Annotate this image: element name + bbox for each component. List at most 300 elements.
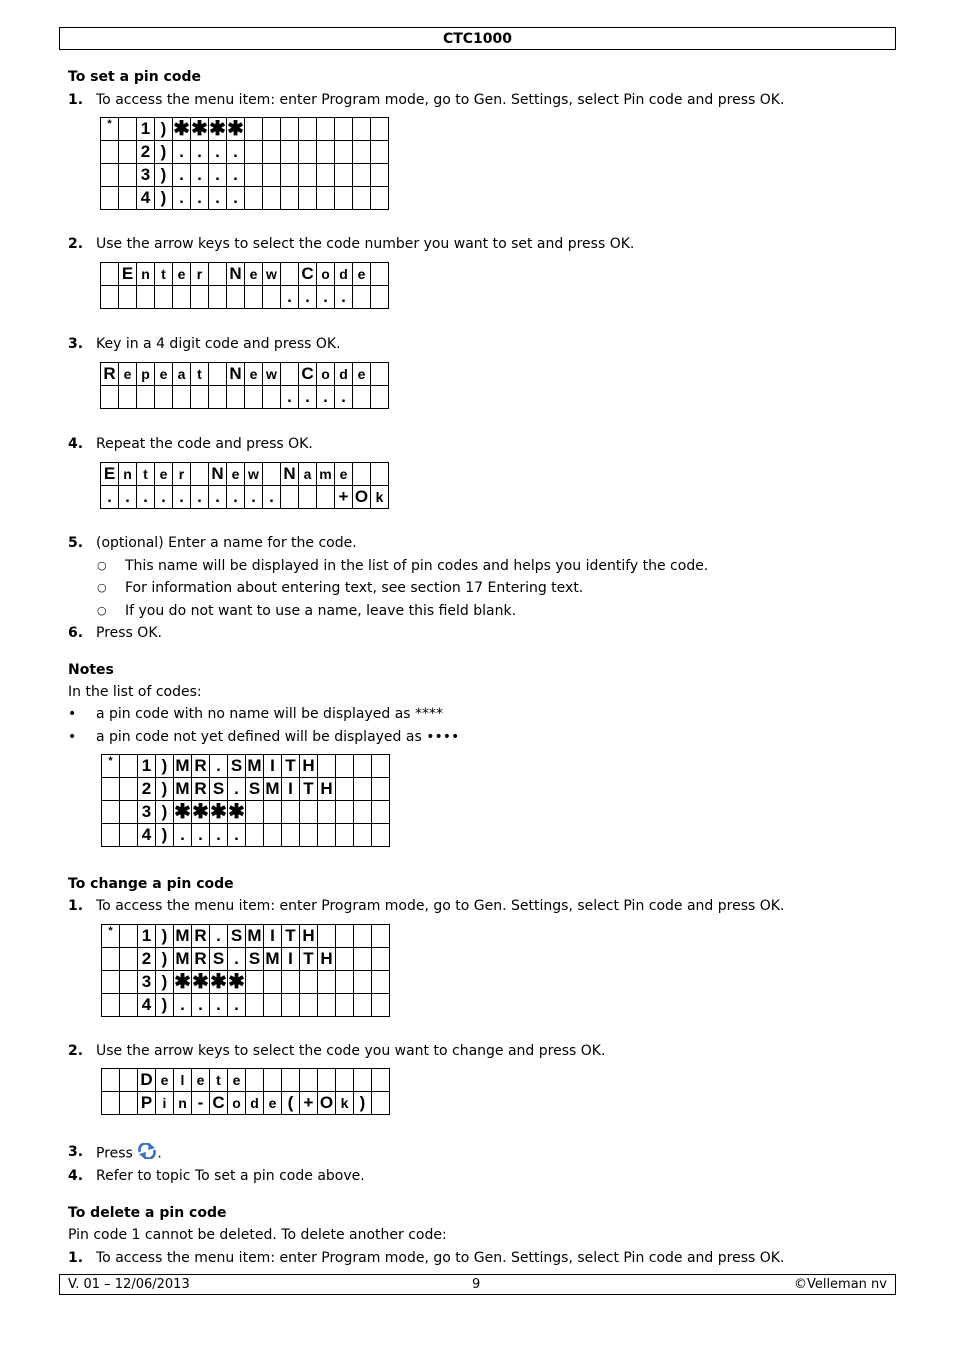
lcd-cell: N: [227, 363, 245, 386]
lcd-cell: [173, 286, 191, 309]
lcd-cell: [372, 755, 390, 778]
lcd-cell: [353, 463, 371, 486]
lcd-cell: [354, 1069, 372, 1092]
lcd-cell: .: [335, 386, 353, 409]
lcd-row: [101, 263, 389, 286]
lcd-cell: [120, 1092, 138, 1115]
lcd-cell: [281, 141, 299, 164]
lcd-row: [102, 994, 390, 1017]
document-footer: [59, 1274, 896, 1295]
lcd-cell: ): [155, 164, 173, 187]
bullet-icon: •: [68, 706, 77, 722]
lcd-cell: 2: [138, 778, 156, 801]
lcd-cell: [371, 463, 389, 486]
lcd-cell: [245, 118, 263, 141]
lcd-cell: .: [209, 164, 227, 187]
sub-bullet-icon: ○: [97, 604, 107, 617]
lcd-cell: w: [263, 363, 281, 386]
lcd-cell: ): [156, 971, 174, 994]
lcd-cell: ): [155, 141, 173, 164]
lcd-cell: .: [174, 824, 192, 847]
lcd-cell: .: [119, 486, 137, 509]
lcd-cell: D: [138, 1069, 156, 1092]
lcd-cell: [245, 187, 263, 210]
lcd-cell: .: [155, 486, 173, 509]
lcd-cell: .: [281, 286, 299, 309]
lcd-cell: .: [209, 187, 227, 210]
lcd-cell: [354, 801, 372, 824]
lcd-cell: S: [210, 948, 228, 971]
lcd-cell: [102, 778, 120, 801]
lcd-cell: .: [174, 994, 192, 1017]
header-title: CTC1000: [442, 31, 513, 47]
lcd-cell: [318, 1069, 336, 1092]
lcd-cell: *: [101, 118, 119, 141]
set-step-5-num: 5.: [68, 535, 84, 551]
lcd-cell: .: [191, 164, 209, 187]
lcd-cell: +: [300, 1092, 318, 1115]
lcd-cell: [102, 824, 120, 847]
lcd-cell: [371, 118, 389, 141]
lcd-row: [102, 948, 390, 971]
change-step-3-text: [96, 1143, 162, 1164]
lcd-cell: o: [317, 263, 335, 286]
lcd-cell: [299, 164, 317, 187]
lcd-cell: .: [192, 994, 210, 1017]
lcd-cell: [120, 971, 138, 994]
lcd-cell: [120, 755, 138, 778]
lcd-cell: [318, 925, 336, 948]
lcd-cell: T: [282, 755, 300, 778]
lcd-cell: ): [156, 755, 174, 778]
lcd-cell: [102, 801, 120, 824]
lcd-cell: d: [246, 1092, 264, 1115]
lcd-cell: R: [101, 363, 119, 386]
lcd-cell: [317, 486, 335, 509]
lcd-cell: [263, 386, 281, 409]
lcd-cell: o: [228, 1092, 246, 1115]
lcd-cell: [336, 971, 354, 994]
lcd-cell: [120, 994, 138, 1017]
lcd-cell: e: [353, 363, 371, 386]
lcd-cell: 1: [137, 118, 155, 141]
notes-intro: In the list of codes:: [68, 684, 202, 700]
lcd-cell: [354, 755, 372, 778]
delete-step-1-num: 1.: [68, 1250, 84, 1266]
lcd-cell: [336, 778, 354, 801]
lcd-cell: [245, 164, 263, 187]
lcd-cell: .: [137, 486, 155, 509]
lcd-cell: .: [191, 141, 209, 164]
lcd-cell: ✱: [192, 801, 209, 823]
lcd-cell: [120, 801, 138, 824]
press-label: Press: [96, 1145, 133, 1162]
lcd-cell: e: [245, 363, 263, 386]
lcd-cell: [119, 286, 137, 309]
lcd-row: [102, 824, 390, 847]
lcd-cell: [281, 164, 299, 187]
lcd-cell: .: [209, 141, 227, 164]
lcd-cell: [372, 925, 390, 948]
lcd-cell: ): [156, 801, 174, 824]
lcd-cell: ✱: [228, 971, 245, 993]
lcd-cell: .: [210, 994, 228, 1017]
lcd-cell: T: [282, 925, 300, 948]
lcd-cell: M: [174, 948, 192, 971]
lcd-cell: [371, 164, 389, 187]
lcd-cell: E: [119, 263, 137, 286]
lcd-cell: [209, 263, 227, 286]
lcd-cell: T: [300, 948, 318, 971]
lcd-cell: .: [263, 486, 281, 509]
lcd-cell: [209, 386, 227, 409]
lcd-cell: [353, 141, 371, 164]
delete-pin-intro: Pin code 1 cannot be deleted. To delete another code:: [68, 1227, 447, 1243]
lcd-cell: R: [192, 778, 210, 801]
lcd-cell: [336, 1069, 354, 1092]
lcd-cell: [354, 948, 372, 971]
lcd-cell: *: [102, 925, 120, 948]
lcd-cell: [335, 141, 353, 164]
lcd-cell: [101, 263, 119, 286]
lcd-cell: .: [227, 141, 245, 164]
lcd-cell: [371, 263, 389, 286]
lcd-cell: [282, 971, 300, 994]
lcd-cell: [299, 187, 317, 210]
lcd-cell: [371, 187, 389, 210]
lcd-cell: [354, 824, 372, 847]
lcd-cell: .: [173, 486, 191, 509]
lcd-cell: [120, 948, 138, 971]
lcd-cell: T: [300, 778, 318, 801]
lcd-cell: M: [264, 948, 282, 971]
lcd-cell: O: [353, 486, 371, 509]
lcd-cell: [281, 363, 299, 386]
lcd-cell: ✱: [192, 971, 209, 993]
lcd-cell: 4: [137, 187, 155, 210]
lcd-cell: C: [299, 363, 317, 386]
lcd-cell: e: [156, 1069, 174, 1092]
lcd-cell: H: [318, 948, 336, 971]
lcd-cell: S: [246, 948, 264, 971]
sub-bullet-1: This name will be displayed in the list of pin codes and helps you identify the code.: [125, 558, 709, 574]
lcd-row: [102, 778, 390, 801]
lcd-cell: [102, 994, 120, 1017]
lcd-row: [102, 971, 390, 994]
lcd-cell: o: [317, 363, 335, 386]
lcd-row: [101, 187, 389, 210]
change-step-3-num: 3.: [68, 1144, 84, 1160]
lcd-cell: [137, 386, 155, 409]
lcd-cell: [246, 1069, 264, 1092]
lcd-cell: e: [353, 263, 371, 286]
lcd-cell: .: [191, 187, 209, 210]
lcd-cell: e: [192, 1069, 210, 1092]
lcd-cell: [336, 925, 354, 948]
lcd-row: [101, 386, 389, 409]
lcd-cell: w: [263, 263, 281, 286]
lcd-cell: [246, 824, 264, 847]
lcd-cell: 2: [137, 141, 155, 164]
lcd-cell: [173, 386, 191, 409]
lcd-cell: [354, 971, 372, 994]
notes-bullet-2: a pin code not yet defined will be displayed as ••••: [96, 729, 460, 745]
lcd-cell: 4: [138, 824, 156, 847]
lcd-cell: r: [191, 263, 209, 286]
lcd-cell: [318, 994, 336, 1017]
set-step-5-text: (optional) Enter a name for the code.: [96, 535, 357, 551]
lcd-cell: H: [318, 778, 336, 801]
delete-step-1-text: To access the menu item: enter Program mode, go to Gen. Settings, select Pin code and press OK.: [96, 1250, 785, 1266]
lcd-cell: [317, 187, 335, 210]
set-step-4-num: 4.: [68, 436, 84, 452]
lcd-cell: ✱: [174, 971, 191, 993]
set-step-1-text: To access the menu item: enter Program mode, go to Gen. Settings, select Pin code and press OK.: [96, 92, 785, 108]
lcd-cell: [120, 778, 138, 801]
notes-heading: Notes: [68, 662, 114, 678]
lcd-cell: [281, 263, 299, 286]
set-pin-heading: To set a pin code: [68, 69, 201, 85]
change-step-4-num: 4.: [68, 1168, 84, 1184]
lcd-cell: .: [335, 286, 353, 309]
change-step-2-text: Use the arrow keys to select the code you want to change and press OK.: [96, 1043, 606, 1059]
lcd-cell: .: [299, 286, 317, 309]
footer-version: V. 01 – 12/06/2013: [68, 1277, 190, 1292]
refresh-icon: [137, 1143, 157, 1164]
lcd-cell: [354, 925, 372, 948]
footer-copyright: ©Velleman nv: [793, 1277, 887, 1292]
lcd-cell: [318, 971, 336, 994]
lcd-cell: M: [174, 925, 192, 948]
change-step-4-text: Refer to topic To set a pin code above.: [96, 1168, 365, 1184]
lcd-repeat-new-code: [100, 362, 389, 409]
lcd-cell: 3: [138, 801, 156, 824]
lcd-cell: ): [155, 187, 173, 210]
lcd-cell: e: [227, 463, 245, 486]
lcd-cell: [299, 486, 317, 509]
lcd-row: [101, 363, 389, 386]
lcd-cell: H: [300, 925, 318, 948]
lcd-cell: [318, 755, 336, 778]
lcd-cell: m: [317, 463, 335, 486]
lcd-cell: I: [282, 778, 300, 801]
lcd-cell: [353, 386, 371, 409]
lcd-cell: ✱: [227, 118, 244, 140]
lcd-cell: [102, 1069, 120, 1092]
lcd-cell: .: [317, 386, 335, 409]
lcd-cell: n: [119, 463, 137, 486]
lcd-cell: [335, 118, 353, 141]
lcd-cell: [372, 948, 390, 971]
lcd-cell: e: [155, 463, 173, 486]
lcd-cell: ): [156, 824, 174, 847]
lcd-cell: I: [282, 948, 300, 971]
lcd-cell: l: [174, 1069, 192, 1092]
lcd-cell: [263, 187, 281, 210]
lcd-cell: [191, 463, 209, 486]
lcd-cell: [317, 118, 335, 141]
lcd-cell: N: [209, 463, 227, 486]
lcd-cell: [119, 187, 137, 210]
lcd-cell: [102, 971, 120, 994]
lcd-cell: e: [245, 263, 263, 286]
lcd-cell: .: [317, 286, 335, 309]
sub-bullet-3: If you do not want to use a name, leave this field blank.: [125, 603, 517, 619]
lcd-cell: [264, 971, 282, 994]
lcd-cell: [191, 386, 209, 409]
lcd-cell: .: [228, 948, 246, 971]
lcd-cell: [209, 363, 227, 386]
lcd-cell: ✱: [210, 801, 227, 823]
lcd-cell: [372, 971, 390, 994]
change-step-1-num: 1.: [68, 898, 84, 914]
lcd-cell: .: [209, 486, 227, 509]
lcd-cell: [101, 187, 119, 210]
lcd-cell: [299, 141, 317, 164]
set-step-6-text: Press OK.: [96, 625, 162, 641]
set-step-2-text: Use the arrow keys to select the code number you want to set and press OK.: [96, 236, 635, 252]
lcd-cell: [282, 994, 300, 1017]
lcd-cell: -: [192, 1092, 210, 1115]
lcd-cell: e: [119, 363, 137, 386]
lcd-cell: E: [101, 463, 119, 486]
lcd-cell: ): [354, 1092, 372, 1115]
lcd-cell: [264, 1069, 282, 1092]
lcd-cell: [281, 118, 299, 141]
lcd-cell: M: [246, 755, 264, 778]
lcd-cell: P: [138, 1092, 156, 1115]
lcd-row: [101, 118, 389, 141]
lcd-cell: S: [210, 778, 228, 801]
lcd-cell: [354, 778, 372, 801]
lcd-cell: e: [228, 1069, 246, 1092]
document-header: [59, 27, 896, 50]
lcd-cell: d: [335, 263, 353, 286]
lcd-cell: [335, 164, 353, 187]
lcd-cell: [119, 164, 137, 187]
lcd-cell: .: [210, 925, 228, 948]
lcd-cell: M: [246, 925, 264, 948]
lcd-cell: ): [156, 925, 174, 948]
lcd-cell: ✱: [174, 801, 191, 823]
lcd-cell: R: [192, 755, 210, 778]
lcd-cell: [282, 801, 300, 824]
lcd-cell: [300, 1069, 318, 1092]
lcd-cell: .: [299, 386, 317, 409]
lcd-cell: [372, 994, 390, 1017]
lcd-cell: [353, 164, 371, 187]
sub-bullet-icon: ○: [97, 581, 107, 594]
lcd-cell: [246, 994, 264, 1017]
sub-bullet-icon: ○: [97, 559, 107, 572]
lcd-cell: [282, 1069, 300, 1092]
notes-bullet-1: a pin code with no name will be displayed as ****: [96, 706, 444, 722]
lcd-cell: n: [174, 1092, 192, 1115]
lcd-cell: .: [281, 386, 299, 409]
lcd-pin-list-empty: [100, 117, 389, 210]
lcd-cell: [281, 187, 299, 210]
lcd-cell: .: [228, 994, 246, 1017]
lcd-cell: [101, 164, 119, 187]
lcd-cell: ✱: [173, 118, 190, 140]
lcd-cell: (: [282, 1092, 300, 1115]
lcd-cell: [120, 824, 138, 847]
press-period: .: [157, 1145, 162, 1162]
lcd-cell: [120, 925, 138, 948]
lcd-cell: n: [137, 263, 155, 286]
lcd-cell: [371, 286, 389, 309]
lcd-cell: [245, 286, 263, 309]
lcd-cell: C: [299, 263, 317, 286]
lcd-row: [101, 463, 389, 486]
lcd-cell: N: [227, 263, 245, 286]
set-step-6-num: 6.: [68, 625, 84, 641]
lcd-cell: 1: [138, 755, 156, 778]
lcd-cell: .: [245, 486, 263, 509]
lcd-cell: t: [155, 263, 173, 286]
lcd-cell: [101, 141, 119, 164]
bullet-icon: •: [68, 729, 77, 745]
lcd-cell: [155, 286, 173, 309]
lcd-cell: [300, 824, 318, 847]
lcd-cell: [371, 386, 389, 409]
lcd-cell: [336, 801, 354, 824]
lcd-cell: [372, 801, 390, 824]
lcd-cell: [246, 971, 264, 994]
lcd-cell: [354, 994, 372, 1017]
set-step-1-num: 1.: [68, 92, 84, 108]
lcd-enter-new-code: [100, 262, 389, 309]
lcd-row: [102, 755, 390, 778]
lcd-cell: H: [300, 755, 318, 778]
lcd-cell: [317, 141, 335, 164]
lcd-cell: *: [102, 755, 120, 778]
lcd-cell: [372, 778, 390, 801]
lcd-cell: k: [336, 1092, 354, 1115]
lcd-cell: .: [210, 755, 228, 778]
lcd-row: [102, 925, 390, 948]
lcd-row: [101, 486, 389, 509]
lcd-cell: I: [264, 925, 282, 948]
lcd-cell: [299, 118, 317, 141]
lcd-cell: [300, 994, 318, 1017]
set-step-3-text: Key in a 4 digit code and press OK.: [96, 336, 341, 352]
lcd-cell: [336, 948, 354, 971]
lcd-cell: d: [335, 363, 353, 386]
lcd-cell: ): [156, 948, 174, 971]
lcd-cell: [119, 386, 137, 409]
lcd-cell: +: [335, 486, 353, 509]
lcd-cell: .: [101, 486, 119, 509]
lcd-cell: [336, 994, 354, 1017]
lcd-cell: [282, 824, 300, 847]
lcd-cell: 2: [138, 948, 156, 971]
lcd-cell: [353, 118, 371, 141]
lcd-cell: [335, 187, 353, 210]
footer-page-number: 9: [472, 1277, 481, 1292]
lcd-cell: [372, 824, 390, 847]
sub-bullet-2: For information about entering text, see section 17 Entering text.: [125, 580, 584, 596]
lcd-cell: a: [299, 463, 317, 486]
lcd-cell: S: [246, 778, 264, 801]
lcd-cell: .: [228, 778, 246, 801]
change-pin-heading: To change a pin code: [68, 876, 234, 892]
delete-pin-heading: To delete a pin code: [68, 1205, 227, 1221]
lcd-cell: .: [227, 486, 245, 509]
set-step-2-num: 2.: [68, 236, 84, 252]
lcd-cell: [318, 824, 336, 847]
lcd-cell: [101, 386, 119, 409]
